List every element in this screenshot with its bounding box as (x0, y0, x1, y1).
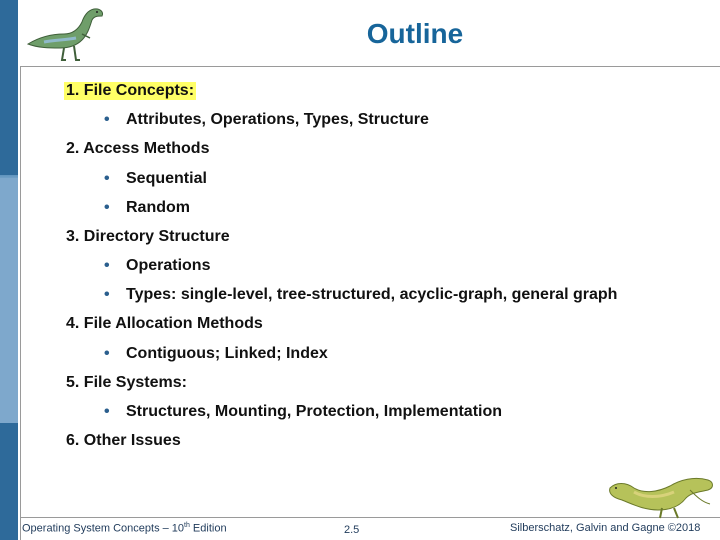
outline-bullet: • Random (104, 199, 190, 216)
outline-heading-2: 2. Access Methods (66, 140, 210, 157)
footer-right: Silberschatz, Galvin and Gagne ©2018 (510, 522, 701, 534)
dinosaur-bottom-icon (604, 462, 716, 520)
outline-bullet: • Types: single-level, tree-structured, acyclic-graph, general graph (104, 286, 618, 303)
outline-bullet: • Contiguous; Linked; Index (104, 345, 328, 362)
outline-heading-4: 4. File Allocation Methods (66, 315, 263, 332)
outline-bullet: • Sequential (104, 170, 207, 187)
outline-heading-6: 6. Other Issues (66, 432, 181, 449)
left-divider (20, 66, 21, 540)
left-sidebar-bar (0, 0, 18, 540)
footer-page-number: 2.5 (344, 524, 360, 536)
header-divider (20, 66, 720, 67)
outline-heading-1: 1. File Concepts: (66, 82, 195, 99)
outline-bullet: • Operations (104, 257, 211, 274)
outline-bullet: • Structures, Mounting, Protection, Implementation (104, 403, 503, 420)
outline-heading-5: 5. File Systems: (66, 374, 187, 391)
slide-title: Outline (366, 18, 464, 49)
outline-heading-3: 3. Directory Structure (66, 228, 230, 245)
outline-bullet: • Attributes, Operations, Types, Structure (104, 111, 429, 128)
footer-left: Operating System Concepts – 10th Edition (22, 522, 227, 535)
